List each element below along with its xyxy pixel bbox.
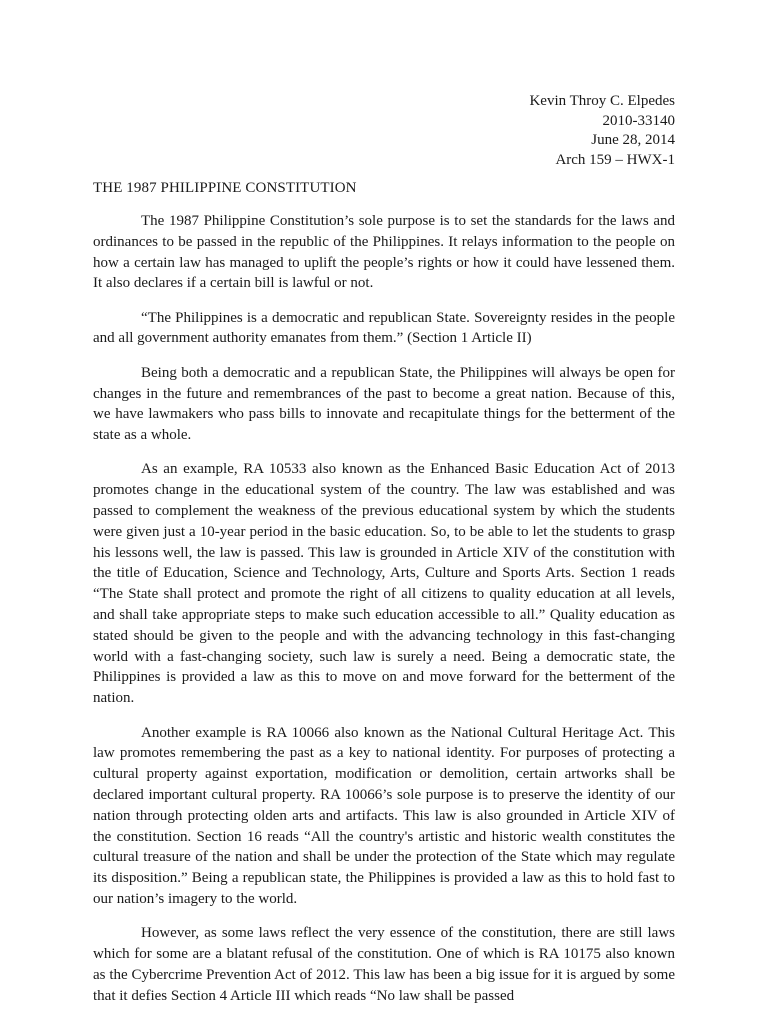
student-number: 2010-33140 xyxy=(602,112,675,129)
author-name: Kevin Throy C. Elpedes xyxy=(529,93,675,109)
paragraph-democratic-state: Being both a democratic and a republican State, the Philippines will always be open for changes in the future and remembrances of the past to become a great nation. Because of this, we have lawmakers who pass bills to innovate and recapitulate things for the betterment of the state as a whole. xyxy=(93,364,675,444)
paragraph-ra-10533: As an example, RA 10533 also known as the Enhanced Basic Education Act of 2013 promotes change in the educational system of the country. The law was established and was passed to complement the weakness of the previous educational system by which the students were given just a 10-year period in the basic education. So, to be able to let the students to grasp his lessons well, the law is passed. This law is grounded in Article XIV of the constitution with the title of Education, Science and Technology, Arts, Culture and Sports Arts. Section 1 reads “The State shall protect and promote the right of all citizens to quality education at all levels, and shall take appropriate steps to make such education accessible to all.” Quality education as stated should be given to the people and with the advancing technology in this fast-changing world with a fast-changing society, such law is surely a need. Being a democratic state, the Philippines is provided a law as this to move on and move forward for the betterment of the nation. xyxy=(93,461,675,707)
paragraph-ra-10066: Another example is RA 10066 also known as the National Cultural Heritage Act. This law promotes remembering the past as a key to national identity. For purposes of protecting a cultural property against exportation, modification or demolition, certain artworks shall be declared important cultural property. RA 10066’s sole purpose is to preserve the identity of our nation through protecting olden arts and artifacts. This law is also grounded in Article XIV of the constitution. Section 16 reads “All the country's artistic and historic wealth constitutes the cultural treasure of the nation and shall be under the protection of the State which may regulate its disposition.” Being a republican state, the Philippines is provided a law as this to hold fast to our nation’s imagery to the world. xyxy=(93,724,675,907)
paragraph-quote: “The Philippines is a democratic and republican State. Sovereignty resides in the people and all government authority emanates from them.” (Section 1 Article II) xyxy=(93,309,675,347)
document-body xyxy=(93,211,675,1020)
author-header xyxy=(529,92,675,170)
document-title: THE 1987 PHILIPPINE CONSTITUTION xyxy=(93,180,357,196)
course-code: Arch 159 – HWX-1 xyxy=(555,151,675,168)
paragraph-ra-10175: However, as some laws reflect the very essence of the constitution, there are still laws which for some are a blatant refusal of the constitution. One of which is RA 10175 also known as the Cybercrime Prevention Act of 2012. This law has been a big issue for it is argued by some that it defies Section 4 Article III which reads “No law shall be passed xyxy=(93,925,675,1004)
submission-date: June 28, 2014 xyxy=(591,132,675,148)
paragraph-intro: The 1987 Philippine Constitution’s sole purpose is to set the standards for the laws and ordinances to be passed in the republic of the Philippines. It relays information to the people on how a certain law has managed to uplift the people’s rights or how it could have lessened them. It also declares if a certain bill is lawful or not. xyxy=(93,213,675,292)
